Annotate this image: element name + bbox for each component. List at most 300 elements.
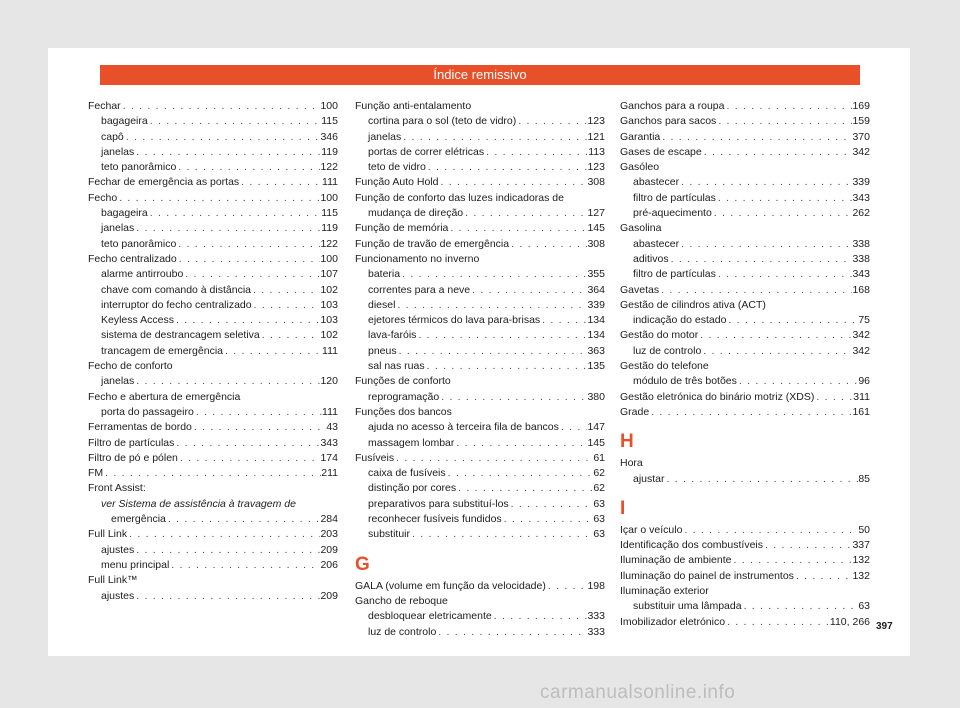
entry-page: 102 <box>320 283 338 296</box>
dot-leader <box>463 206 587 221</box>
index-entry <box>620 283 870 298</box>
index-entry <box>88 420 338 435</box>
dot-leader <box>192 420 326 435</box>
index-entry <box>88 405 338 420</box>
index-entry <box>355 420 605 435</box>
index-entry <box>620 405 870 420</box>
index-entry <box>355 283 605 298</box>
dot-leader <box>134 543 320 558</box>
entry-term: módulo de três botões <box>633 375 737 388</box>
index-entry <box>355 344 605 359</box>
dot-leader <box>679 175 852 190</box>
dot-leader <box>814 390 853 405</box>
entry-page: 113 <box>588 145 605 158</box>
index-entry <box>620 130 870 145</box>
index-entry <box>355 160 605 175</box>
entry-term: Garantia <box>620 130 661 143</box>
entry-term: Função de memória <box>355 222 449 235</box>
index-entry <box>88 267 338 282</box>
entry-term: lava-faróis <box>368 329 417 342</box>
entry-term: Iluminação exterior <box>620 585 709 598</box>
dot-leader <box>516 114 587 129</box>
entry-page: 120 <box>320 375 338 388</box>
index-entry <box>355 436 605 451</box>
index-entry <box>620 191 870 206</box>
index-heading <box>620 160 870 175</box>
index-heading <box>620 584 870 599</box>
entry-term: Fecho <box>88 191 118 204</box>
entry-page: 337 <box>852 539 870 552</box>
entry-term: Fusíveis <box>355 451 395 464</box>
dot-leader <box>395 298 587 313</box>
index-entry <box>620 237 870 252</box>
entry-term: Gestão do telefone <box>620 360 709 373</box>
index-entry <box>355 609 605 624</box>
entry-page: 338 <box>852 237 870 250</box>
entry-page: 63 <box>593 513 605 526</box>
dot-leader <box>701 344 852 359</box>
entry-page: 100 <box>320 100 338 112</box>
dot-leader <box>502 512 594 527</box>
index-entry <box>620 145 870 160</box>
index-entry <box>620 114 870 129</box>
dot-leader <box>252 298 321 313</box>
entry-term: Gestão do motor <box>620 329 699 342</box>
dot-leader <box>669 252 853 267</box>
entry-page: 115 <box>321 115 338 128</box>
entry-term: Fecho centralizado <box>88 252 177 265</box>
entry-page: 100 <box>320 252 338 265</box>
entry-page: 333 <box>587 610 605 623</box>
index-entry <box>88 298 338 313</box>
index-entry <box>88 374 338 389</box>
entry-page: 134 <box>587 329 605 342</box>
index-entry <box>355 390 605 405</box>
dot-leader <box>410 527 593 542</box>
dot-leader <box>763 538 852 553</box>
entry-term: distinção por cores <box>368 482 457 495</box>
entry-page: 135 <box>587 360 605 373</box>
dot-leader <box>509 497 594 512</box>
dot-leader <box>260 328 321 343</box>
dot-leader <box>174 436 320 451</box>
entry-term: Gasóleo <box>620 161 660 174</box>
index-heading <box>620 298 870 313</box>
index-entry <box>355 221 605 236</box>
entry-term: trancagem de emergência <box>101 344 223 357</box>
section-letter: H <box>620 431 634 453</box>
index-entry <box>88 221 338 236</box>
dot-leader <box>183 267 320 282</box>
entry-page: 63 <box>858 600 870 613</box>
entry-term: janelas <box>101 375 135 388</box>
index-entry <box>88 313 338 328</box>
index-entry <box>88 344 338 359</box>
index-entry <box>355 451 605 466</box>
entry-term: interruptor do fecho centralizado <box>101 298 252 311</box>
entry-term: Funcionamento no inverno <box>355 252 480 265</box>
entry-term: sistema de destrancagem seletiva <box>101 329 260 342</box>
dot-leader <box>742 599 859 614</box>
dot-leader <box>176 160 320 175</box>
index-entry <box>88 114 338 129</box>
index-entry <box>88 543 338 558</box>
entry-term: ajustes <box>101 589 135 602</box>
entry-page: 343 <box>852 268 870 281</box>
index-entry <box>620 206 870 221</box>
dot-leader <box>546 579 588 594</box>
entry-term: Hora <box>620 457 643 470</box>
entry-term: ver Sistema de assistência à travagem de <box>101 497 296 510</box>
entry-term: substituir <box>368 528 411 541</box>
entry-term: teto de vidro <box>368 161 426 174</box>
index-entry <box>355 175 605 190</box>
entry-page: 123 <box>587 161 605 174</box>
index-entry <box>620 99 870 114</box>
entry-page: 145 <box>587 222 605 235</box>
entry-term: capô <box>101 130 124 143</box>
entry-page: 62 <box>593 467 605 480</box>
dot-leader <box>698 328 852 343</box>
entry-term: desbloquear eletricamente <box>368 610 492 623</box>
dot-leader <box>725 99 853 114</box>
entry-page: 75 <box>858 314 870 327</box>
index-entry <box>88 527 338 542</box>
section-banner: Índice remissivo <box>100 65 860 85</box>
dot-leader <box>176 237 320 252</box>
index-entry <box>620 615 870 630</box>
entry-page: 50 <box>858 523 870 536</box>
dot-leader <box>659 283 852 298</box>
entry-term: Fechar de emergência as portas <box>88 176 240 189</box>
dot-leader <box>716 114 852 129</box>
index-entry <box>355 237 605 252</box>
entry-term: correntes para a neve <box>368 283 471 296</box>
entry-term: ejetores térmicos do lava para-brisas <box>368 314 541 327</box>
entry-page: 145 <box>587 436 605 449</box>
dot-leader <box>174 313 321 328</box>
index-heading <box>88 390 338 405</box>
entry-term: caixa de fusíveis <box>368 467 446 480</box>
entry-page: 363 <box>587 344 605 357</box>
index-heading <box>620 221 870 236</box>
index-entry <box>88 191 338 206</box>
index-entry <box>88 145 338 160</box>
page-number: 397 <box>876 621 893 632</box>
entry-page: 169 <box>852 100 870 112</box>
index-entry <box>355 267 605 282</box>
entry-term: reprogramação <box>368 390 440 403</box>
dot-leader <box>397 344 588 359</box>
index-entry <box>88 328 338 343</box>
entry-page: 284 <box>320 513 338 526</box>
entry-page: 342 <box>852 329 870 342</box>
index-heading <box>88 573 338 588</box>
index-heading <box>355 594 605 609</box>
entry-term: Full Link <box>88 528 128 541</box>
entry-term: cortina para o sol (teto de vidro) <box>368 115 517 128</box>
entry-term: Função de travão de emergência <box>355 237 510 250</box>
entry-page: 343 <box>320 436 338 449</box>
index-heading <box>355 374 605 389</box>
entry-term: aditivos <box>633 252 669 265</box>
index-heading <box>88 481 338 496</box>
index-entry <box>620 553 870 568</box>
index-column-1 <box>88 99 338 604</box>
index-entry <box>88 206 338 221</box>
dot-leader <box>394 451 593 466</box>
entry-term: janelas <box>368 130 402 143</box>
entry-term: bagageira <box>101 207 148 220</box>
entry-term: janelas <box>101 222 135 235</box>
entry-term: reconhecer fusíveis fundidos <box>368 513 502 526</box>
entry-term: diesel <box>368 298 396 311</box>
section-letter: I <box>620 497 626 519</box>
entry-term: Grade <box>620 405 650 418</box>
entry-term: mudança de direção <box>368 207 464 220</box>
entry-page: 63 <box>593 497 605 510</box>
entry-term: Gases de escape <box>620 145 702 158</box>
entry-term: pneus <box>368 344 397 357</box>
entry-term: filtro de partículas <box>633 191 716 204</box>
entry-page: 107 <box>320 268 338 281</box>
dot-leader <box>438 175 587 190</box>
index-entry <box>355 313 605 328</box>
entry-term: ajustar <box>633 472 665 485</box>
entry-term: alarme antirroubo <box>101 268 184 281</box>
index-column-2 <box>355 99 605 640</box>
entry-term: ajuda no acesso à terceira fila de bancos <box>368 421 559 434</box>
dot-leader <box>134 221 321 236</box>
entry-page: 100 <box>320 191 338 204</box>
entry-term: Gavetas <box>620 283 660 296</box>
entry-term: teto panorâmico <box>101 161 177 174</box>
entry-term: porta do passageiro <box>101 405 194 418</box>
entry-term: Full Link™ <box>88 574 138 587</box>
entry-page: 370 <box>852 130 870 143</box>
entry-term: Gestão eletrónica do binário motriz (XDS) <box>620 390 815 403</box>
entry-term: indicação do estado <box>633 314 727 327</box>
entry-term: Fechar <box>88 100 121 112</box>
entry-page: 168 <box>852 283 870 296</box>
index-entry <box>620 538 870 553</box>
dot-leader <box>134 145 321 160</box>
index-entry <box>620 252 870 267</box>
entry-term: pré-aquecimento <box>633 207 712 220</box>
entry-page: 122 <box>320 161 338 174</box>
entry-term: Filtro de pó e pólen <box>88 451 178 464</box>
dot-leader <box>559 420 588 435</box>
dot-leader <box>416 328 587 343</box>
entry-page: 103 <box>320 298 338 311</box>
dot-leader <box>649 405 852 420</box>
entry-term: preparativos para substituí-los <box>368 497 509 510</box>
entry-term: Gasolina <box>620 222 662 235</box>
index-entry <box>355 497 605 512</box>
index-entry <box>88 451 338 466</box>
index-entry <box>620 390 870 405</box>
index-entry <box>620 313 870 328</box>
dot-leader <box>448 221 587 236</box>
entry-term: Fecho e abertura de emergência <box>88 390 241 403</box>
dot-leader <box>484 145 588 160</box>
dot-leader <box>665 472 859 487</box>
entry-page: 127 <box>587 207 605 220</box>
entry-term: filtro de partículas <box>633 268 716 281</box>
entry-page: 121 <box>587 130 605 143</box>
entry-page: 333 <box>587 625 605 638</box>
dot-leader <box>725 615 830 630</box>
dot-leader <box>509 237 587 252</box>
entry-page: 63 <box>593 528 605 541</box>
entry-page: 161 <box>852 405 870 418</box>
entry-page: 119 <box>321 145 338 158</box>
entry-term: ajustes <box>101 543 135 556</box>
dot-leader <box>794 569 853 584</box>
dot-leader <box>425 359 588 374</box>
dot-leader <box>223 344 322 359</box>
entry-page: 132 <box>852 569 870 582</box>
dot-leader <box>726 313 858 328</box>
index-entry <box>88 175 338 190</box>
index-heading <box>88 359 338 374</box>
index-entry <box>620 344 870 359</box>
index-entry <box>88 237 338 252</box>
index-entry <box>355 359 605 374</box>
entry-term: Funções de conforto <box>355 375 451 388</box>
entry-page: 110, 266 <box>829 615 870 628</box>
dot-leader <box>127 527 320 542</box>
entry-page: 103 <box>320 314 338 327</box>
entry-page: 111 <box>322 344 338 357</box>
dot-leader <box>446 466 594 481</box>
entry-page: 209 <box>320 589 338 602</box>
entry-page: 380 <box>587 390 605 403</box>
dot-leader <box>737 374 858 389</box>
entry-term: sal nas ruas <box>368 360 425 373</box>
index-entry <box>88 558 338 573</box>
entry-page: 132 <box>852 554 870 567</box>
watermark: carmanualsonline.info <box>540 682 736 703</box>
index-entry <box>355 481 605 496</box>
entry-page: 339 <box>852 176 870 189</box>
entry-page: 209 <box>320 543 338 556</box>
entry-page: 123 <box>587 115 605 128</box>
entry-page: 343 <box>852 191 870 204</box>
entry-page: 43 <box>326 421 338 434</box>
dot-leader <box>702 145 853 160</box>
entry-term: Fecho de conforto <box>88 360 173 373</box>
entry-term: portas de correr elétricas <box>368 145 485 158</box>
dot-leader <box>166 512 321 527</box>
dot-leader <box>492 609 588 624</box>
index-entry <box>355 206 605 221</box>
dot-leader <box>540 313 587 328</box>
index-entry <box>620 569 870 584</box>
dot-leader <box>439 390 587 405</box>
index-entry <box>620 374 870 389</box>
index-heading <box>355 405 605 420</box>
index-entry <box>355 328 605 343</box>
index-heading <box>620 359 870 374</box>
entry-page: 85 <box>858 472 870 485</box>
entry-term: Ferramentas de bordo <box>88 421 192 434</box>
dot-leader <box>400 267 587 282</box>
entry-term: chave com comando à distância <box>101 283 251 296</box>
index-entry <box>88 436 338 451</box>
index-entry <box>620 328 870 343</box>
dot-leader <box>679 237 852 252</box>
dot-leader <box>177 252 321 267</box>
entry-page: 308 <box>587 176 605 189</box>
entry-page: 262 <box>852 207 870 220</box>
entry-page: 311 <box>853 390 870 403</box>
entry-page: 159 <box>852 115 870 128</box>
dot-leader <box>660 130 852 145</box>
entry-page: 62 <box>593 482 605 495</box>
dot-leader <box>134 374 320 389</box>
dot-leader <box>712 206 853 221</box>
entry-term: FM <box>88 467 104 480</box>
entry-term: Função de conforto das luzes indicadoras de <box>355 191 564 204</box>
dot-leader <box>426 160 588 175</box>
entry-page: 342 <box>852 344 870 357</box>
entry-term: Função Auto Hold <box>355 176 439 189</box>
index-entry <box>620 175 870 190</box>
index-heading <box>88 497 338 512</box>
entry-page: 111 <box>322 405 338 418</box>
entry-term: Ganchos para a roupa <box>620 100 725 112</box>
dot-leader <box>134 589 320 604</box>
index-entry <box>355 527 605 542</box>
index-entry <box>355 512 605 527</box>
index-heading <box>355 99 605 114</box>
entry-page: 134 <box>587 314 605 327</box>
entry-term: Iluminação do painel de instrumentos <box>620 569 794 582</box>
entry-page: 203 <box>320 528 338 541</box>
entry-page: 119 <box>321 222 338 235</box>
dot-leader <box>454 436 587 451</box>
entry-term: bateria <box>368 268 401 281</box>
entry-page: 115 <box>321 207 338 220</box>
entry-term: Funções dos bancos <box>355 405 452 418</box>
entry-page: 342 <box>852 145 870 158</box>
entry-term: abastecer <box>633 176 680 189</box>
entry-page: 355 <box>587 268 605 281</box>
index-entry <box>620 472 870 487</box>
dot-leader <box>716 267 853 282</box>
dot-leader <box>148 114 322 129</box>
entry-term: abastecer <box>633 237 680 250</box>
entry-page: 339 <box>587 298 605 311</box>
entry-page: 122 <box>320 237 338 250</box>
dot-leader <box>239 175 322 190</box>
entry-term: Iluminação de ambiente <box>620 554 732 567</box>
dot-leader <box>716 191 853 206</box>
index-heading <box>620 456 870 471</box>
dot-leader <box>121 99 321 114</box>
index-entry <box>620 267 870 282</box>
dot-leader <box>682 523 858 538</box>
dot-leader <box>436 625 587 640</box>
entry-term: menu principal <box>101 558 170 571</box>
index-entry <box>355 625 605 640</box>
index-entry <box>88 466 338 481</box>
entry-term: Função anti-entalamento <box>355 100 472 112</box>
dot-leader <box>124 130 321 145</box>
index-entry <box>88 130 338 145</box>
dot-leader <box>401 130 587 145</box>
